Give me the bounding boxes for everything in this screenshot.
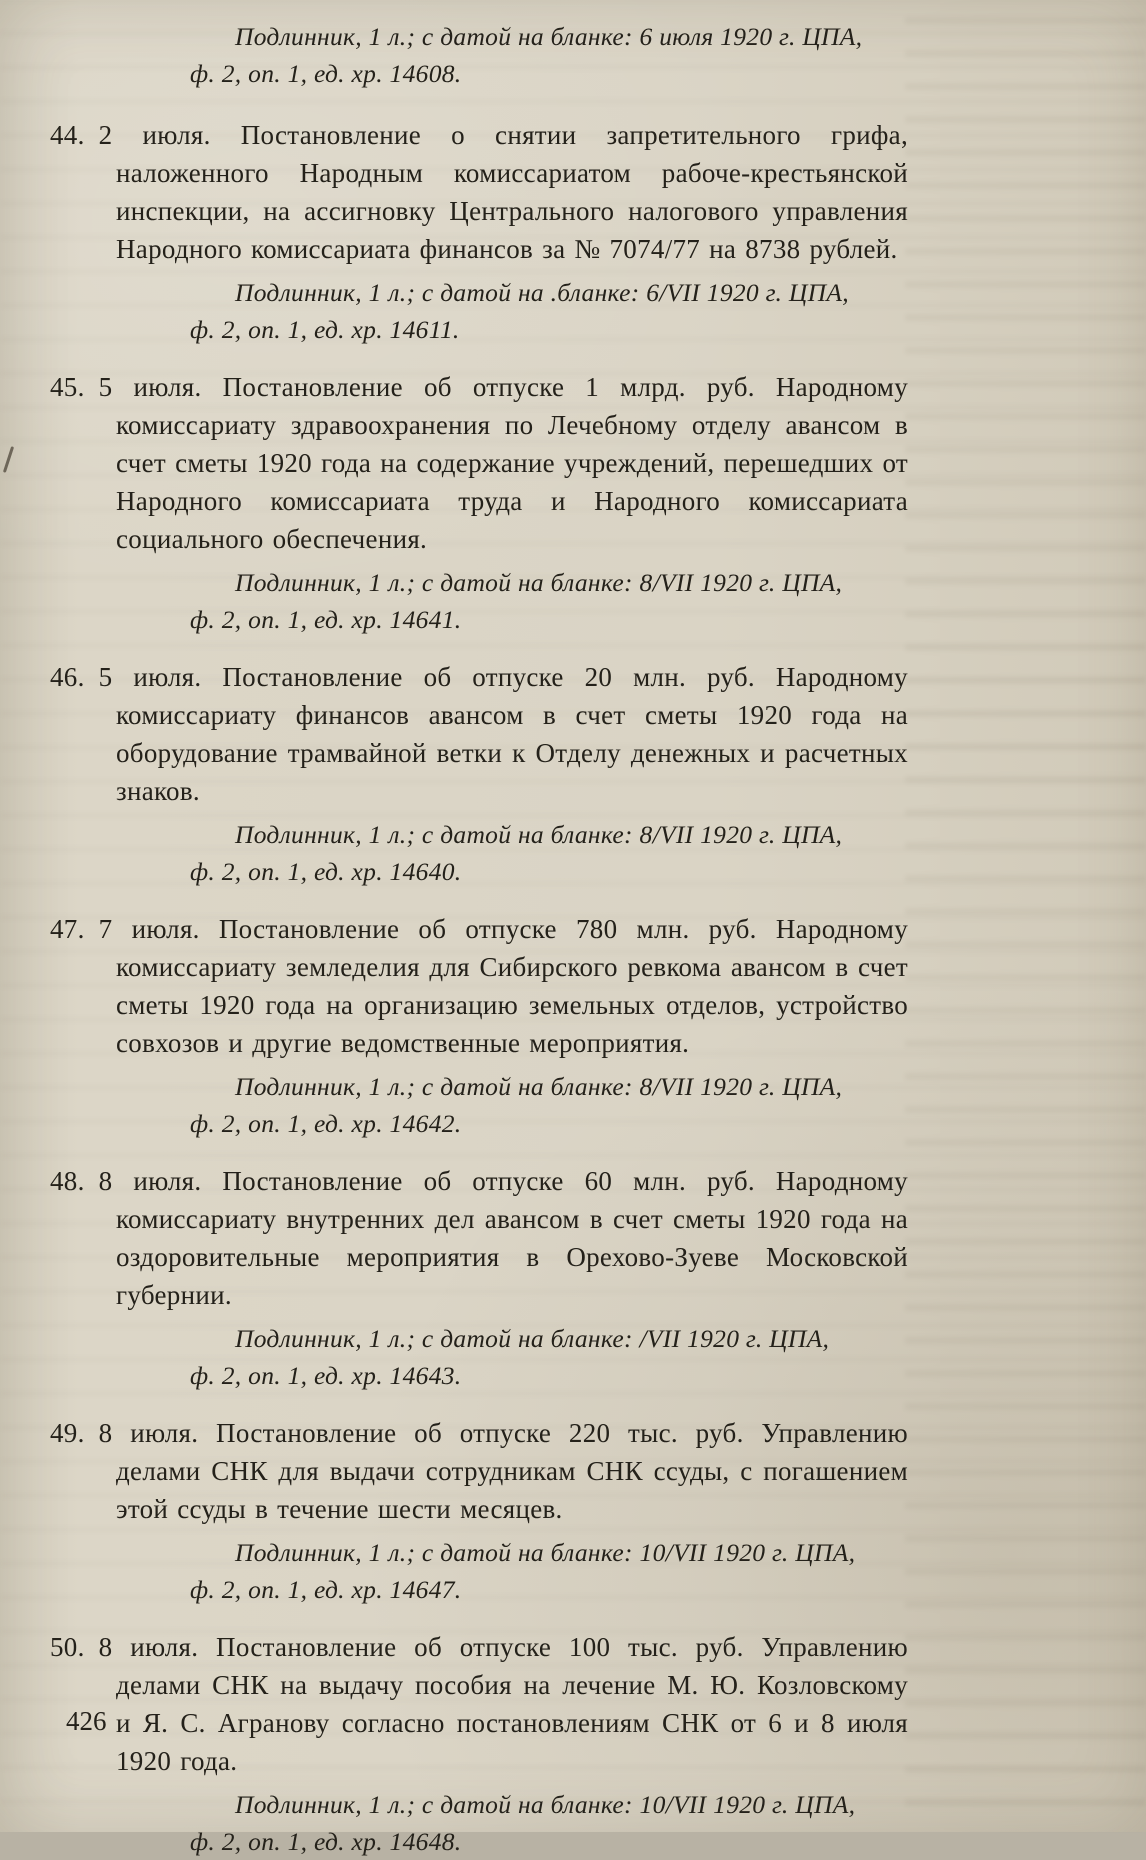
decree-entry: [50, 1628, 908, 1860]
source-citation: [50, 1068, 908, 1142]
entry-text: 8 июля. Постановление об отпуске 220 тыс. руб. Управлению делами СНК для выдачи сотрудникам СНК ссуды, с погашением этой ссуды в течение шести месяцев.: [98, 1418, 908, 1524]
source-citation-line: ф. 2, оп. 1, ед. хр. 14647.: [190, 1575, 462, 1604]
entry-number: 50.: [50, 1632, 85, 1662]
entry-number: 45.: [50, 372, 85, 402]
source-citation-line: Подлинник, 1 л.; с датой на бланке: 10/VII 1920 г. ЦПА,: [235, 1790, 856, 1819]
entry-text: 5 июля. Постановление об отпуске 20 млн. руб. Народному комиссариату финансов авансом в счет сметы 1920 года на оборудование трамвайной ветки к Отделу денежных и расчетных знаков.: [98, 662, 908, 806]
entry-number: 47.: [50, 914, 85, 944]
entry-number: 46.: [50, 662, 85, 692]
entry-text: 2 июля. Постановление о снятии запретительного грифа, наложенного Народным комиссариатом рабоче-крестьянской инспекции, на ассигновку Центрального налогового управления Народного комиссариата финансов за № 7074/77 на 8738 рублей.: [98, 120, 908, 264]
entry-body: [50, 910, 908, 1062]
entry-text: 7 июля. Постановление об отпуске 780 млн. руб. Народному комиссариату земледелия для Сибирского ревкома авансом в счет сметы 1920 года на организацию земельных отделов, устройство совхозов и другие ведомственные мероприятия.: [98, 914, 908, 1058]
decree-entry: [50, 368, 908, 638]
source-citation: [50, 1786, 908, 1860]
entry-body: [50, 1162, 908, 1314]
entry-body: [50, 368, 908, 558]
decree-entry: [50, 910, 908, 1142]
source-citation-line: Подлинник, 1 л.; с датой на .бланке: 6/VII 1920 г. ЦПА,: [235, 278, 849, 307]
entry-body: [50, 658, 908, 810]
source-citation-line: Подлинник, 1 л.; с датой на бланке: /VII 1920 г. ЦПА,: [235, 1324, 830, 1353]
entry-number: 44.: [50, 120, 85, 150]
entry-body: [50, 116, 908, 268]
entry-body: [50, 1628, 908, 1780]
entry-number: 49.: [50, 1418, 85, 1448]
source-citation-line: ф. 2, оп. 1, ед. хр. 14611.: [190, 315, 460, 344]
source-citation-line: ф. 2, оп. 1, ед. хр. 14608.: [190, 59, 462, 88]
source-citation-line: Подлинник, 1 л.; с датой на бланке: 8/VII 1920 г. ЦПА,: [235, 1072, 843, 1101]
entry-text: 5 июля. Постановление об отпуске 1 млрд. руб. Народному комиссариату здравоохранения по Лечебному отделу авансом в счет сметы 1920 года на содержание учреждений, перешедших от Народного комиссариата труда и Народного комиссариата социального обеспечения.: [98, 372, 908, 554]
entry-number: 48.: [50, 1166, 85, 1196]
source-citation: [50, 274, 908, 348]
source-citation-line: ф. 2, оп. 1, ед. хр. 14642.: [190, 1109, 462, 1138]
source-citation-line: Подлинник, 1 л.; с датой на бланке: 6 июля 1920 г. ЦПА,: [235, 22, 863, 51]
source-citation-line: ф. 2, оп. 1, ед. хр. 14643.: [190, 1361, 462, 1390]
decree-entry-list: [50, 116, 908, 1860]
entry-text: 8 июля. Постановление об отпуске 100 тыс. руб. Управлению делами СНК на выдачу пособия на лечение М. Ю. Козловскому и Я. С. Агранову согласно постановлениям СНК от 6 и 8 июля 1920 года.: [98, 1632, 908, 1776]
source-citation: [50, 1320, 908, 1394]
source-citation-top: [50, 18, 908, 92]
source-citation: [50, 816, 908, 890]
source-citation-line: Подлинник, 1 л.; с датой на бланке: 8/VII 1920 г. ЦПА,: [235, 820, 843, 849]
entry-text: 8 июля. Постановление об отпуске 60 млн. руб. Народному комиссариату внутренних дел авансом в счет сметы 1920 года на оздоровительные мероприятия в Орехово-Зуеве Московской губернии.: [98, 1166, 908, 1310]
page-number: 426: [66, 1706, 107, 1736]
decree-entry: [50, 116, 908, 348]
decree-entry: [50, 658, 908, 890]
source-citation-line: ф. 2, оп. 1, ед. хр. 14648.: [190, 1827, 462, 1856]
source-citation-line: Подлинник, 1 л.; с датой на бланке: 8/VII 1920 г. ЦПА,: [235, 568, 843, 597]
source-citation: [50, 564, 908, 638]
decree-entry: [50, 1162, 908, 1394]
source-citation-line: ф. 2, оп. 1, ед. хр. 14640.: [190, 857, 462, 886]
source-citation-line: ф. 2, оп. 1, ед. хр. 14641.: [190, 605, 462, 634]
entry-body: [50, 1414, 908, 1528]
source-citation: [50, 1534, 908, 1608]
decree-entry: [50, 1414, 908, 1608]
source-citation-line: Подлинник, 1 л.; с датой на бланке: 10/VII 1920 г. ЦПА,: [235, 1538, 856, 1567]
